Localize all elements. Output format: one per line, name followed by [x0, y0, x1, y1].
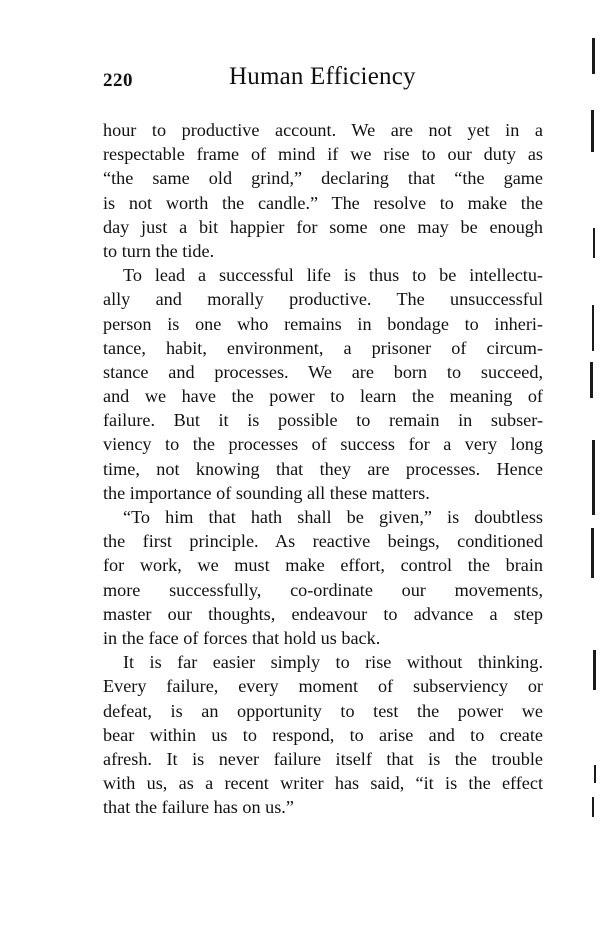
text-line: Every failure, every moment of subserviency or	[103, 676, 543, 697]
scan-edge-mark	[594, 765, 596, 783]
text-line: defeat, is an opportunity to test the power we	[103, 700, 543, 721]
text-line: bear within us to respond, to arise and to create	[103, 724, 543, 745]
text-line: “the same old grind,” declaring that “the game	[103, 168, 543, 189]
scan-edge-mark	[590, 362, 593, 398]
text-line: with us, as a recent writer has said, “it is the effect	[103, 773, 543, 794]
page-number: 220	[103, 70, 133, 91]
paragraph	[103, 505, 543, 650]
scan-edge-mark	[593, 650, 596, 690]
scan-edge-mark	[592, 305, 594, 351]
text-line: stance and processes. We are born to succeed,	[103, 361, 543, 382]
text-line: It is far easier simply to rise without thinking.	[123, 652, 543, 673]
scan-edge-mark	[592, 38, 595, 74]
page-header	[103, 62, 543, 98]
text-line: is not worth the candle.” The resolve to make the	[103, 192, 543, 213]
text-line: respectable frame of mind if we rise to our duty as	[103, 144, 543, 165]
text-line: the first principle. As reactive beings, conditioned	[103, 531, 543, 552]
scan-edge-mark	[592, 440, 595, 515]
body-text	[103, 118, 543, 819]
text-line: that the failure has on us.”	[103, 797, 294, 818]
text-line: more successfully, co-ordinate our movements,	[103, 579, 543, 600]
text-line: time, not knowing that they are processes. Hence	[103, 458, 543, 479]
paragraph	[103, 118, 543, 263]
paragraph	[103, 650, 543, 819]
text-line: in the face of forces that hold us back.	[103, 627, 381, 648]
text-line: for work, we must make effort, control the brain	[103, 555, 543, 576]
text-line: viency to the processes of success for a very long	[103, 434, 543, 455]
scan-edge-mark	[591, 528, 594, 578]
text-line: and we have the power to learn the meaning of	[103, 386, 543, 407]
text-line: day just a bit happier for some one may be enough	[103, 216, 543, 237]
text-line: person is one who remains in bondage to inheri-	[103, 313, 543, 334]
text-line: tance, habit, environment, a prisoner of circum-	[103, 337, 543, 358]
scan-edge-mark	[592, 797, 594, 817]
scan-edge-mark	[593, 228, 595, 258]
text-line: “To him that hath shall be given,” is doubtless	[123, 507, 543, 527]
text-line: ally and morally productive. The unsuccessful	[103, 289, 543, 310]
text-line: afresh. It is never failure itself that is the trouble	[103, 748, 543, 769]
text-line: To lead a successful life is thus to be intellectu-	[123, 265, 543, 286]
text-line: the importance of sounding all these matters.	[103, 482, 430, 503]
text-line: to turn the tide.	[103, 240, 215, 261]
text-line: master our thoughts, endeavour to advance a step	[103, 603, 543, 624]
running-head: Human Efficiency	[229, 63, 416, 90]
text-line: failure. But it is possible to remain in subser-	[103, 410, 543, 431]
paragraph	[103, 263, 543, 505]
text-line: hour to productive account. We are not yet in a	[103, 120, 543, 140]
scan-edge-mark	[591, 110, 594, 152]
